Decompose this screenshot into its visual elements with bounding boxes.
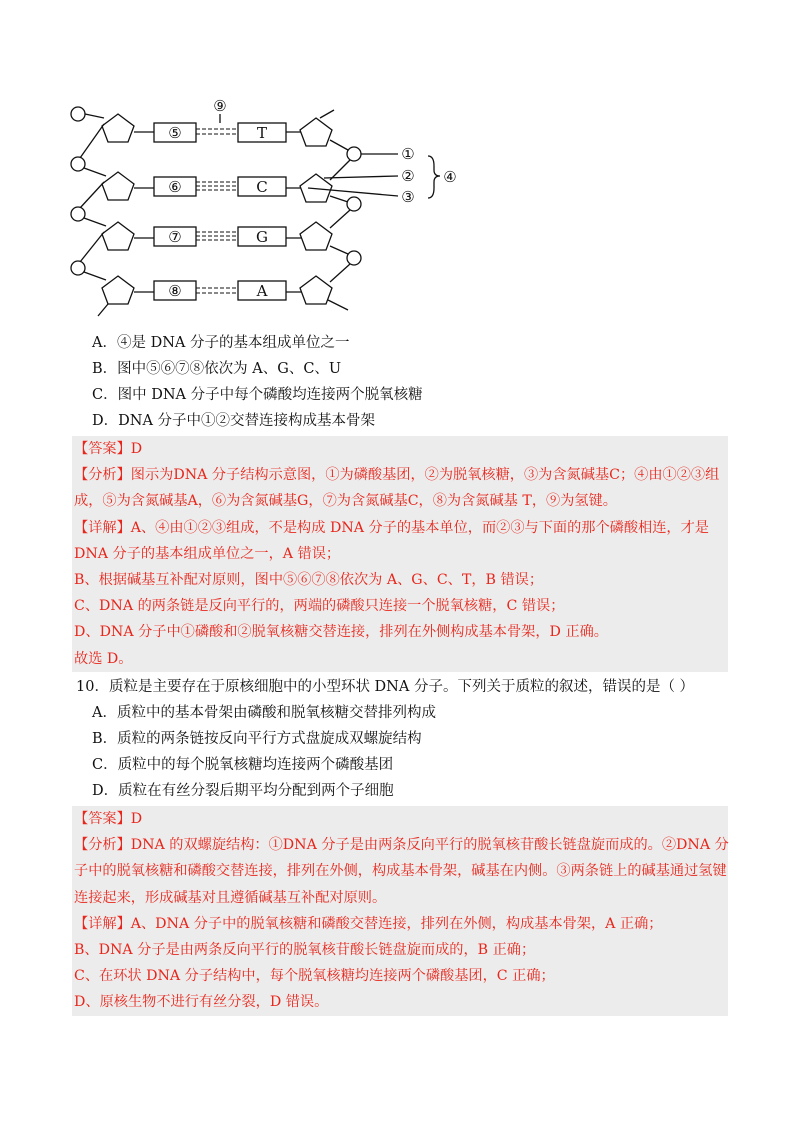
base-label-t: T — [256, 124, 268, 142]
q9-answer-line: 【答案】D — [74, 441, 143, 457]
hydrogen-bond-label: ⑨ — [213, 97, 227, 115]
nucleotide-group-label: ④ — [443, 168, 457, 186]
phosphate-label: ① — [401, 145, 415, 163]
base-label-3: ③ — [401, 188, 415, 206]
q10-answer-block — [72, 806, 728, 1016]
q10-stem: 10．质粒是主要存在于原核细胞中的小型环状 DNA 分子。下列关于质粒的叙述，错误的是（ ） — [76, 679, 695, 695]
q9-conclusion-line: 故选 D。 — [74, 650, 133, 667]
q10-analysis-line-2: 子中的脱氧核糖和磷酸交替连接，排列在外侧，构成基本骨架，碱基在内侧。③两条链上的碱基通过氢键 — [74, 863, 727, 880]
q10-detail-line-3: C、在环状 DNA 分子结构中，每个脱氧核糖均连接两个磷酸基团，C 正确； — [74, 968, 555, 985]
q10-option-b: B．质粒的两条链按反向平行方式盘旋成双螺旋结构 — [92, 731, 422, 747]
q9-detail-line-5: D、DNA 分子中①磷酸和②脱氧核糖交替连接，排列在外侧构成基本骨架，D 正确。 — [74, 624, 608, 641]
sugar-label: ② — [401, 167, 415, 185]
q9-analysis-line-2: 成，⑤为含氮碱基A，⑥为含氮碱基G，⑦为含氮碱基C，⑧为含氮碱基 T，⑨为氢键。 — [74, 493, 617, 510]
q10-detail-line-2: B、DNA 分子是由两条反向平行的脱氧核苷酸长链盘旋而成的，B 正确； — [74, 942, 536, 959]
q10-answer-line: 【答案】D — [74, 811, 143, 827]
q9-option-c: C．图中 DNA 分子中每个磷酸均连接两个脱氧核糖 — [92, 387, 423, 403]
q10-analysis-line-3: 连接起来，形成碱基对且遵循碱基互补配对原则。 — [74, 889, 387, 906]
dna-structure-diagram — [62, 96, 462, 328]
q10-option-d: D．质粒在有丝分裂后期平均分配到两个子细胞 — [92, 783, 394, 799]
q9-detail-line-4: C、DNA 的两条链是反向平行的，两端的磷酸只连接一个脱氧核糖，C 错误； — [74, 598, 565, 615]
base-label-c: C — [256, 178, 268, 196]
base-label-g: G — [256, 228, 268, 246]
nucleotide-label-8: ⑧ — [168, 282, 182, 300]
q9-option-b: B．图中⑤⑥⑦⑧依次为 A、G、C、U — [92, 361, 342, 377]
nucleotide-label-6: ⑥ — [168, 178, 182, 196]
q9-detail-line-1: 【详解】A、④由①②③组成，不是构成 DNA 分子的基本单位，而②③与下面的那个磷酸相连，才是 — [74, 519, 709, 536]
q10-option-c: C．质粒中的每个脱氧核糖均连接两个磷酸基团 — [92, 757, 394, 773]
q9-option-a: A．④是 DNA 分子的基本组成单位之一 — [92, 335, 350, 351]
q10-detail-line-4: D、原核生物不进行有丝分裂，D 错误。 — [74, 994, 329, 1011]
nucleotide-label-5: ⑤ — [168, 124, 182, 142]
q9-analysis-line-1: 【分析】图示为DNA 分子结构示意图，①为磷酸基团，②为脱氧核糖，③为含氮碱基C；④由①②③组 — [74, 467, 720, 484]
base-label-a: A — [256, 282, 268, 300]
q9-answer-block — [72, 436, 728, 672]
q10-option-a: A．质粒中的基本骨架由磷酸和脱氧核糖交替排列构成 — [92, 705, 436, 721]
nucleotide-label-7: ⑦ — [168, 228, 182, 246]
q10-detail-line-1: 【详解】A、DNA 分子中的脱氧核糖和磷酸交替连接，排列在外侧，构成基本骨架，A 正确； — [74, 915, 663, 932]
q10-analysis-line-1: 【分析】DNA 的双螺旋结构：①DNA 分子是由两条反向平行的脱氧核苷酸长链盘旋而成的。②DNA 分 — [74, 837, 729, 854]
q9-detail-line-2: DNA 分子的基本组成单位之一，A 错误； — [74, 545, 341, 562]
q9-option-d: D．DNA 分子中①②交替连接构成基本骨架 — [92, 413, 376, 429]
q9-detail-line-3: B、根据碱基互补配对原则，图中⑤⑥⑦⑧依次为 A、G、C、T，B 错误； — [74, 572, 544, 589]
